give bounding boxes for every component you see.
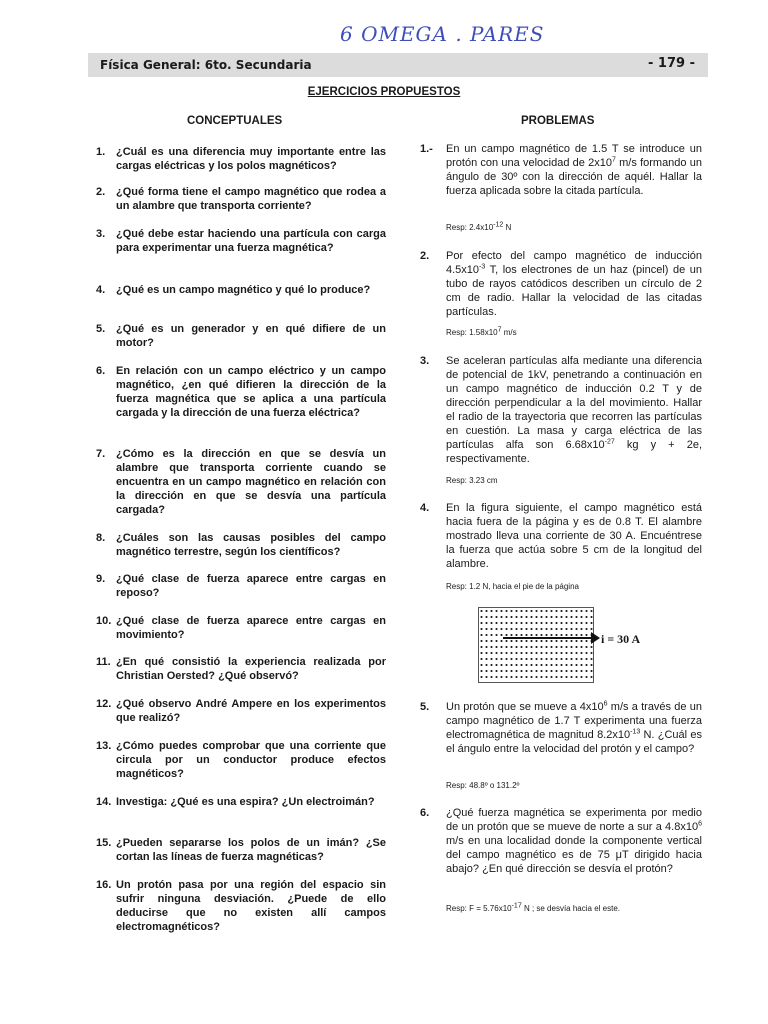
question-text: ¿Cuáles son las causas posibles del campo magnético terrestre, según los científicos? [116, 532, 386, 558]
question-number: 7. [96, 448, 106, 460]
problem-number: 3. [420, 355, 430, 367]
problem-text: En la figura siguiente, el campo magnético está hacia fuera de la página y es de 0.8 T. El alambre mostrado lleva una corriente de 30 A. Encuéntrese la fuerza que actúa sobre 5 cm de la longitud del alambre. [446, 502, 702, 570]
question-number: 8. [96, 532, 106, 544]
question-number: 9. [96, 573, 106, 585]
question-text: ¿Pueden separarse los polos de un imán? ¿Se cortan las líneas de fuerza magnéticas? [116, 837, 386, 863]
arrow-icon [591, 632, 600, 644]
question-text: Investiga: ¿Qué es una espira? ¿Un electroimán? [116, 796, 375, 808]
question-number: 11. [96, 656, 111, 668]
problem-text: Se aceleran partículas alfa mediante una diferencia de potencial de 1kV, penetrando a continuación en un campo magnético de inducción 0.2 T y de dirección perpendicular a la del movimiento. Hallar el radio de la trayectoria que recorren las partículas en cuestión. La masa y carga eléctrica de las partículas alfa son $6.68x10^{-27}$ kg y + 2e, respectivamente. [446, 355, 702, 465]
problem-number: 1.- [420, 143, 433, 155]
question-text: ¿Qué clase de fuerza aparece entre cargas en movimiento? [116, 615, 386, 641]
question-item [96, 795, 386, 809]
handwritten-note: 6 OMEGA . PARES [340, 22, 545, 46]
question-number: 2. [96, 186, 106, 198]
question-item [96, 836, 386, 864]
wire-line [503, 637, 595, 639]
question-item [96, 614, 386, 642]
question-text: ¿En qué consistió la experiencia realizada por Christian Oersted? ¿Qué observó? [116, 656, 386, 682]
magnetic-field-figure [478, 607, 594, 683]
answer: Resp: $F = 5.76x10^{-17}$ N ; se desvía hacia el este. [446, 902, 620, 913]
problem-text: ¿Qué fuerza magnética se experimenta por medio de un protón que se mueve de norte a sur a $4.8x10^6$ m/s en una localidad donde la componente vertical del campo magnético es de 75 μT dirigido hacia abajo? ¿En qué dirección se desvía el protón? [446, 807, 702, 875]
question-number: 16. [96, 879, 112, 891]
answer: Resp: 1.2 N, hacia el pie de la página [446, 582, 579, 591]
problem-number: 4. [420, 502, 430, 514]
question-number: 6. [96, 365, 106, 377]
question-text: ¿Qué debe estar haciendo una partícula con carga para experimentar una fuerza magnética? [116, 228, 386, 254]
question-number: 3. [96, 228, 106, 240]
question-item [96, 227, 386, 255]
current-label: i = 30 A [601, 632, 641, 646]
question-text: ¿Qué observo André Ampere en los experimentos que realizó? [116, 698, 386, 724]
problem-item [420, 806, 702, 876]
answer: Resp: $1.58x10^7$ m/s [446, 326, 517, 337]
conceptual-heading: CONCEPTUALES [187, 115, 283, 127]
question-text: ¿Cómo puedes comprobar que una corriente que circula por un conductor produce efectos magnéticos? [116, 740, 386, 780]
question-number: 5. [96, 323, 106, 335]
question-item [96, 572, 386, 600]
problem-item [420, 700, 702, 756]
section-title: EJERCICIOS PROPUESTOS [307, 86, 461, 98]
question-number: 13. [96, 740, 112, 752]
question-item [96, 697, 386, 725]
problem-item [420, 142, 702, 198]
question-number: 15. [96, 837, 112, 849]
problem-text: Un protón que se mueve a $4x10^6$ m/s a través de un campo magnético de 1.7 T experimenta una fuerza electromagnética de magnitud $8.2x10^{-13}$ N. ¿Cuál es el ángulo entre la velocidad del protón y el campo? [446, 700, 702, 755]
question-item [96, 283, 386, 297]
question-item [96, 185, 386, 213]
problem-item [420, 354, 702, 466]
problem-number: 2. [420, 250, 430, 262]
problem-item [420, 501, 702, 571]
question-item [96, 878, 386, 934]
question-text: En relación con un campo eléctrico y un campo magnético, ¿en qué difieren la dirección de la fuerza magnética que se aplica a una partícula cargada y la dirección de una fuerza eléctrica? [116, 365, 386, 419]
question-number: 12. [96, 698, 112, 710]
problems-heading: PROBLEMAS [521, 115, 595, 127]
answer: Resp: 48.8º o 131.2º [446, 781, 520, 790]
question-text: ¿Qué es un generador y en qué difiere de un motor? [116, 323, 386, 349]
book-title: Física General: 6to. Secundaria [100, 58, 312, 72]
question-text: Un protón pasa por una región del espacio sin sufrir ninguna desviación. ¿Puede de ello deducirse que no existen allí campos electromagnéticos? [116, 879, 386, 933]
question-number: 4. [96, 284, 106, 296]
question-number: 10. [96, 615, 112, 627]
question-text: ¿Qué forma tiene el campo magnético que rodea a un alambre que transporta corriente? [116, 186, 386, 212]
page-number: - 179 - [648, 56, 695, 71]
problem-text: Por efecto del campo magnético de inducción $4.5x10^{-3}$ T, los electrones de un haz (pincel) de un tubo de rayos catódicos describen un círculo de 2 cm de radio. Hallar la velocidad de las citadas partículas. [446, 250, 702, 318]
question-item [96, 531, 386, 559]
question-item [96, 739, 386, 781]
question-item [96, 447, 386, 517]
problem-item [420, 249, 702, 319]
question-number: 1. [96, 146, 106, 158]
question-text: ¿Qué es un campo magnético y qué lo produce? [116, 284, 371, 296]
question-text: ¿Cómo es la dirección en que se desvía un alambre que transporta corriente cuando se encuentra en un campo magnético en relación con la dirección en que se desvía una partícula cargada? [116, 448, 386, 516]
question-text: ¿Qué clase de fuerza aparece entre cargas en reposo? [116, 573, 386, 599]
question-item [96, 364, 386, 420]
answer: Resp: $2.4x10^{-12}$ N [446, 221, 512, 232]
problem-number: 5. [420, 701, 430, 713]
question-number: 14. [96, 796, 112, 808]
problem-number: 6. [420, 807, 430, 819]
question-item [96, 145, 386, 173]
problem-text: En un campo magnético de 1.5 T se introduce un protón con una velocidad de $2x10^7$ m/s formando un ángulo de 30º con la dirección de aquél. Hallar la fuerza aplicada sobre la citada partícula. [446, 143, 702, 197]
question-text: ¿Cuál es una diferencia muy importante entre las cargas eléctricas y los polos magnéticos? [116, 146, 386, 172]
question-item [96, 322, 386, 350]
question-item [96, 655, 386, 683]
answer: Resp: 3.23 cm [446, 476, 498, 485]
